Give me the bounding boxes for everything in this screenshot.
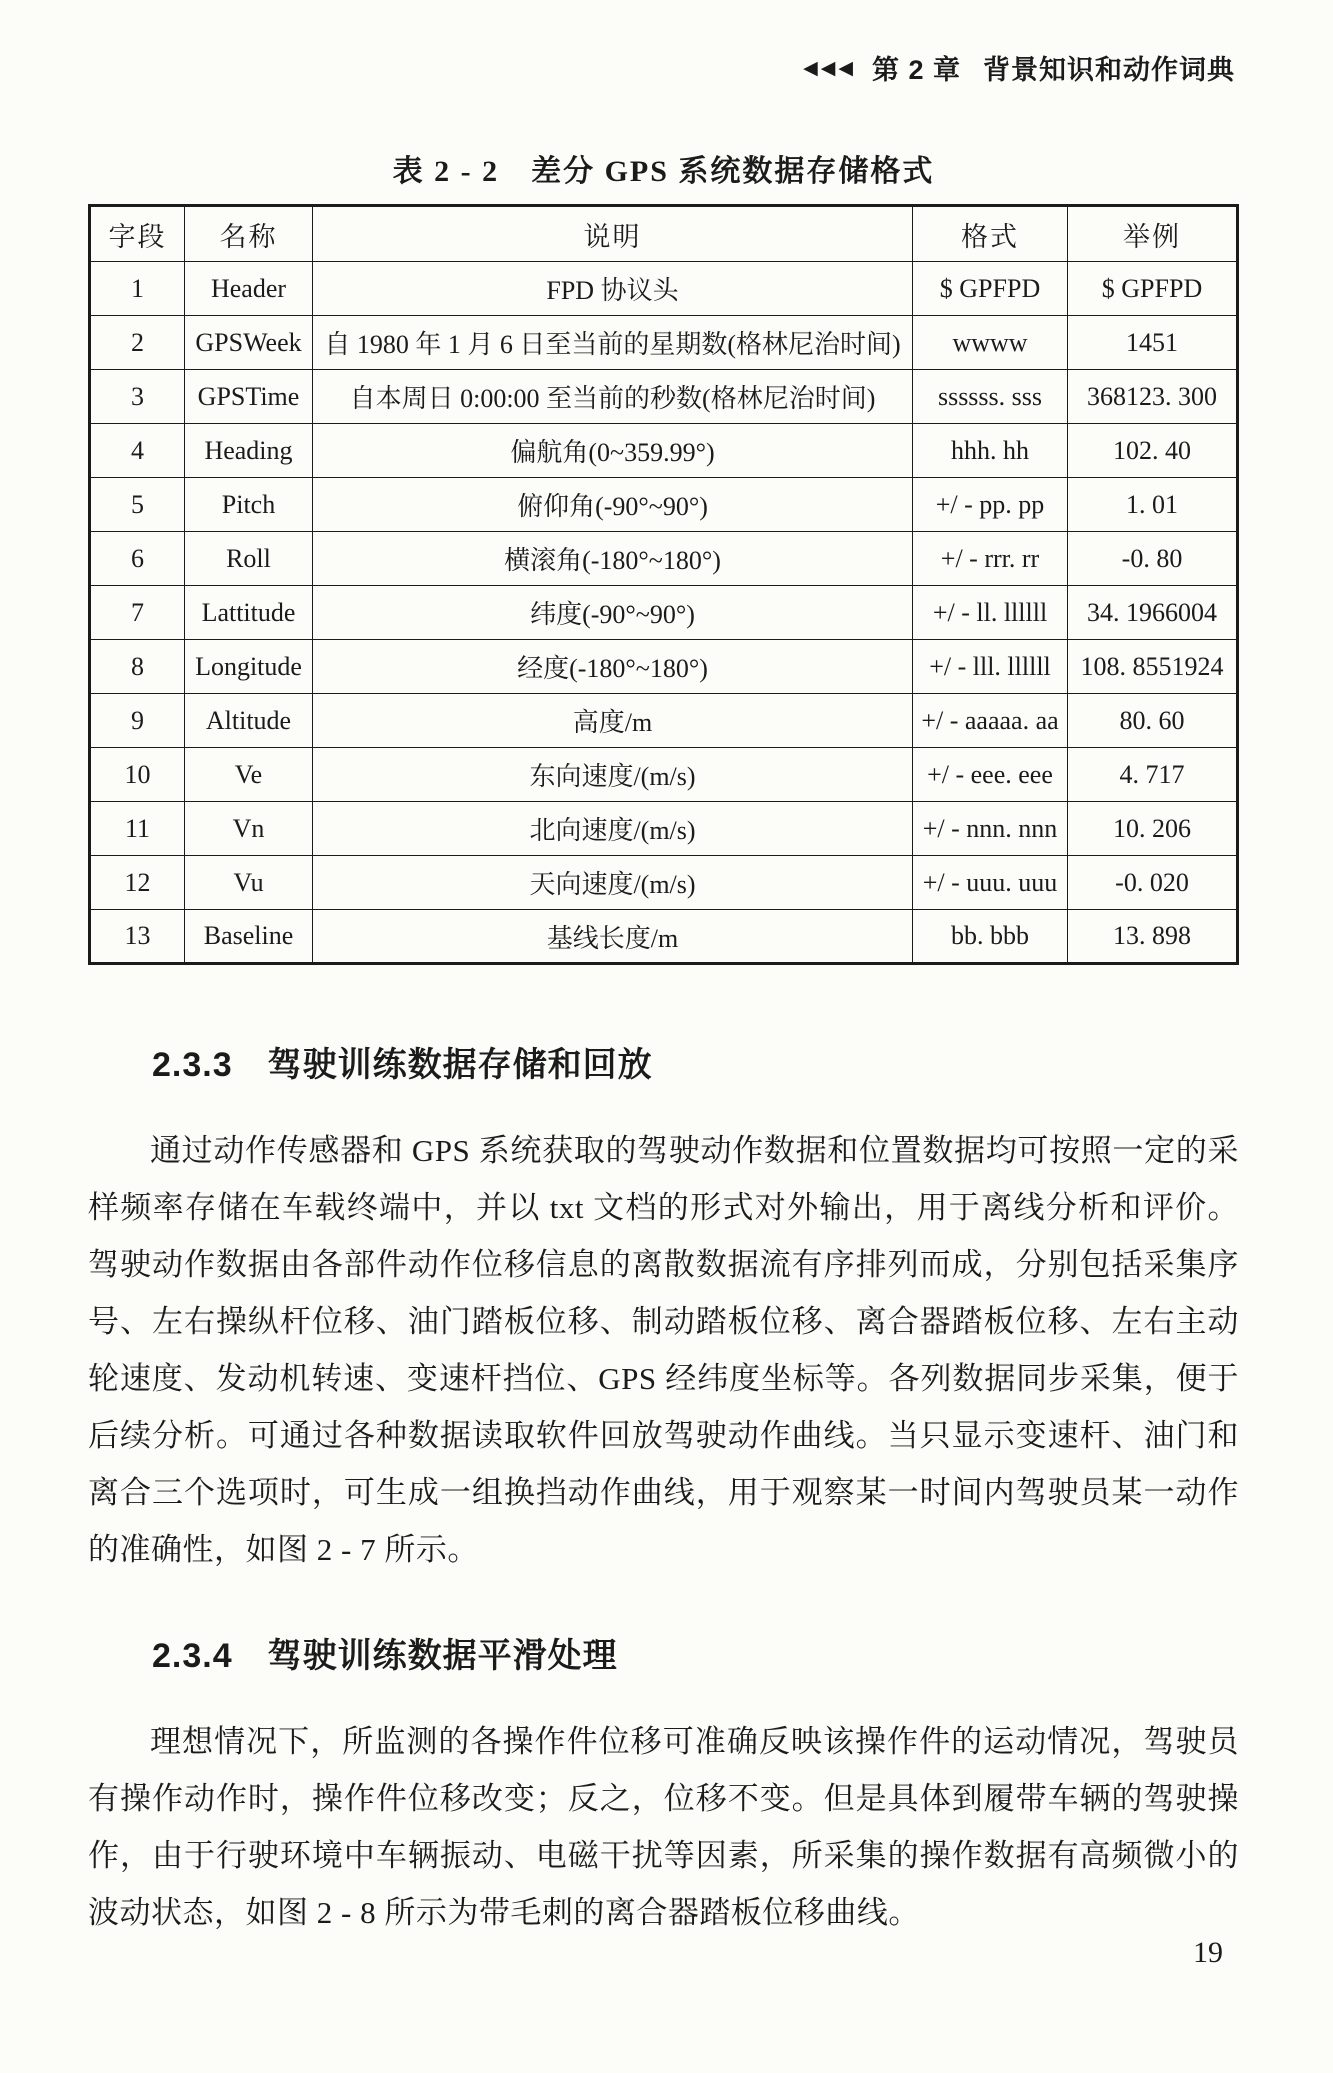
table-row (90, 478, 1238, 532)
cell-description: 天向速度/(m/s) (313, 856, 913, 910)
cell-example: 1451 (1068, 316, 1238, 370)
table-row (90, 532, 1238, 586)
cell-format: bb. bbb (913, 910, 1068, 964)
cell-example: 108. 8551924 (1068, 640, 1238, 694)
cell-field: 6 (90, 532, 185, 586)
cell-field: 7 (90, 586, 185, 640)
cell-description: 高度/m (313, 694, 913, 748)
cell-example: 10. 206 (1068, 802, 1238, 856)
col-header-format: 格式 (913, 206, 1068, 262)
cell-name: Vn (185, 802, 313, 856)
cell-field: 5 (90, 478, 185, 532)
table-row (90, 748, 1238, 802)
table-header-row (90, 206, 1238, 262)
cell-format: +/ - nnn. nnn (913, 802, 1068, 856)
cell-name: Longitude (185, 640, 313, 694)
section-heading-2-3-4: 2.3.4 驾驶训练数据平滑处理 (152, 1637, 618, 1675)
cell-format: wwww (913, 316, 1068, 370)
cell-format: +/ - rrr. rr (913, 532, 1068, 586)
cell-example: 34. 1966004 (1068, 586, 1238, 640)
cell-example: $ GPFPD (1068, 262, 1238, 316)
cell-format: $ GPFPD (913, 262, 1068, 316)
table-row (90, 424, 1238, 478)
cell-field: 11 (90, 802, 185, 856)
cell-example: 1. 01 (1068, 478, 1238, 532)
cell-example: 80. 60 (1068, 694, 1238, 748)
cell-name: GPSWeek (185, 316, 313, 370)
cell-format: +/ - lll. llllll (913, 640, 1068, 694)
cell-field: 12 (90, 856, 185, 910)
col-header-description: 说明 (313, 206, 913, 262)
table-row (90, 370, 1238, 424)
table-row (90, 316, 1238, 370)
cell-description: 横滚角(-180°~180°) (313, 532, 913, 586)
gps-table-body (90, 262, 1238, 964)
section-heading-2-3-3: 2.3.3 驾驶训练数据存储和回放 (152, 1046, 653, 1084)
cell-format: hhh. hh (913, 424, 1068, 478)
cell-description: 纬度(-90°~90°) (313, 586, 913, 640)
table-row (90, 856, 1238, 910)
col-header-example: 举例 (1068, 206, 1238, 262)
cell-name: GPSTime (185, 370, 313, 424)
col-header-name: 名称 (185, 206, 313, 262)
running-header (803, 48, 1235, 87)
chapter-arrows-icon: ◀◀◀ (803, 58, 856, 79)
cell-example: 4. 717 (1068, 748, 1238, 802)
cell-name: Vu (185, 856, 313, 910)
cell-description: 基线长度/m (313, 910, 913, 964)
cell-description: FPD 协议头 (313, 262, 913, 316)
col-header-field: 字段 (90, 206, 185, 262)
cell-field: 9 (90, 694, 185, 748)
cell-format: +/ - pp. pp (913, 478, 1068, 532)
cell-name: Header (185, 262, 313, 316)
cell-name: Ve (185, 748, 313, 802)
chapter-title: 背景知识和动作词典 (983, 55, 1235, 85)
cell-field: 4 (90, 424, 185, 478)
table-row (90, 586, 1238, 640)
cell-name: Altitude (185, 694, 313, 748)
table-row (90, 694, 1238, 748)
cell-description: 自 1980 年 1 月 6 日至当前的星期数(格林尼治时间) (313, 316, 913, 370)
table-row (90, 640, 1238, 694)
cell-name: Heading (185, 424, 313, 478)
cell-format: +/ - ll. llllll (913, 586, 1068, 640)
cell-example: 102. 40 (1068, 424, 1238, 478)
cell-name: Roll (185, 532, 313, 586)
cell-field: 8 (90, 640, 185, 694)
cell-name: Baseline (185, 910, 313, 964)
section-2-3-4 (88, 1628, 1239, 1941)
cell-example: -0. 020 (1068, 856, 1238, 910)
cell-description: 经度(-180°~180°) (313, 640, 913, 694)
cell-field: 3 (90, 370, 185, 424)
cell-example: -0. 80 (1068, 532, 1238, 586)
table-caption: 表 2 - 2 差分 GPS 系统数据存储格式 (392, 155, 935, 188)
cell-field: 10 (90, 748, 185, 802)
page-number: 19 (1193, 1936, 1223, 1969)
cell-name: Pitch (185, 478, 313, 532)
cell-description: 北向速度/(m/s) (313, 802, 913, 856)
section-2-3-3 (88, 1037, 1239, 1578)
cell-format: +/ - eee. eee (913, 748, 1068, 802)
gps-format-table (88, 204, 1239, 965)
cell-description: 偏航角(0~359.99°) (313, 424, 913, 478)
cell-format: ssssss. sss (913, 370, 1068, 424)
section-body-2-3-4: 理想情况下，所监测的各操作件位移可准确反映该操作件的运动情况，驾驶员有操作动作时，操作件位移改变；反之，位移不变。但是具体到履带车辆的驾驶操作，由于行驶环境中车辆振动、电磁干扰等因素，所采集的操作数据有高频微小的波动状态，如图 2 - 8 所示为带毛刺的离合器踏板位移曲线。 (88, 1724, 1239, 1930)
cell-description: 俯仰角(-90°~90°) (313, 478, 913, 532)
table-row (90, 802, 1238, 856)
cell-name: Lattitude (185, 586, 313, 640)
chapter-number: 第 2 章 (871, 55, 961, 85)
cell-description: 东向速度/(m/s) (313, 748, 913, 802)
section-body-2-3-3: 通过动作传感器和 GPS 系统获取的驾驶动作数据和位置数据均可按照一定的采样频率存储在车载终端中，并以 txt 文档的形式对外输出，用于离线分析和评价。驾驶动作数据由各部件动作位移信息的离散数据流有序排列而成，分别包括采集序号、左右操纵杆位移、油门踏板位移、制动踏板位移、离合器踏板位移、左右主动轮速度、发动机转速、变速杆挡位、GPS 经纬度坐标等。各列数据同步采集，便于后续分析。可通过各种数据读取软件回放驾驶动作曲线。当只显示变速杆、油门和离合三个选项时，可生成一组换挡动作曲线，用于观察某一时间内驾驶员某一动作的准确性，如图 2 - 7 所示。 (88, 1133, 1239, 1567)
cell-field: 13 (90, 910, 185, 964)
cell-description: 自本周日 0:00:00 至当前的秒数(格林尼治时间) (313, 370, 913, 424)
cell-example: 13. 898 (1068, 910, 1238, 964)
cell-field: 2 (90, 316, 185, 370)
cell-format: +/ - uuu. uuu (913, 856, 1068, 910)
table-row (90, 910, 1238, 964)
cell-format: +/ - aaaaa. aa (913, 694, 1068, 748)
cell-field: 1 (90, 262, 185, 316)
cell-example: 368123. 300 (1068, 370, 1238, 424)
table-row (90, 262, 1238, 316)
